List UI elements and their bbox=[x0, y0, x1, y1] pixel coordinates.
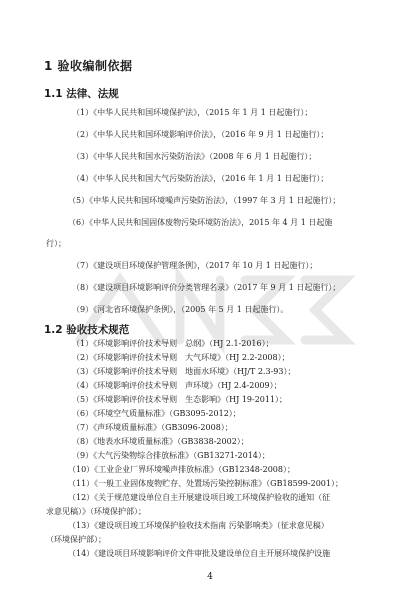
spec-item-12-continuation: 求意见稿）》（环境保护部）； bbox=[46, 507, 146, 516]
page-number: 4 bbox=[207, 572, 213, 582]
subsection-heading-1-1: 1.1 法律、法规 bbox=[44, 88, 119, 100]
law-item-6: （6）《中华人民共和国固体废物污染环境防治法》，2015 年 4 月 1 日起施 bbox=[68, 218, 333, 227]
law-item-2: （2）《中华人民共和国环境影响评价法》，（2016 年 9 月 1 日起施行）； bbox=[72, 130, 329, 139]
law-item-8: （8）《建设项目环境影响评价分类管理名录》（2017 年 9 月 1 日起施行）； bbox=[72, 283, 341, 292]
law-item-7: （7）《建设项目环境保护管理条例》，（2017 年 10 月 1 日起施行）； bbox=[72, 261, 318, 270]
spec-item-3: （3）《环境影响评价技术导则 地面水环境》（HJ/T 2.3-93）； bbox=[72, 367, 296, 376]
spec-item-12: （12）《关于规范建设单位自主开展建设项目竣工环境保护验收的通知（征 bbox=[68, 493, 331, 502]
spec-item-5: （5）《环境影响评价技术导则 生态影响》（HJ 19-2011）； bbox=[72, 395, 288, 404]
spec-item-14: （14）《建设项目环境影响评价文件审批及建设单位自主开展环境保护设施 bbox=[68, 549, 331, 558]
spec-item-13-continuation: （环境保护部）； bbox=[46, 535, 106, 544]
law-item-3: （3）《中华人民共和国水污染防治法》（2008 年 6 月 1 日起施行）； bbox=[72, 152, 317, 161]
spec-item-11: （11）《一般工业固体废物贮存、处置场污染控制标准》（GB18599-2001）； bbox=[68, 479, 343, 488]
spec-item-9: （9）《大气污染物综合排放标准》（GB13271-2014）； bbox=[72, 451, 270, 460]
spec-item-2: （2）《环境影响评价技术导则 大气环境》（HJ 2.2-2008）； bbox=[72, 353, 290, 362]
spec-item-1: （1）《环境影响评价技术导则 总纲》（HJ 2.1-2016）； bbox=[72, 339, 274, 348]
law-item-1: （1）《中华人民共和国环境保护法》，（2015 年 1 月 1 日起施行）； bbox=[72, 108, 313, 117]
law-item-6-continuation: 行）； bbox=[46, 239, 66, 248]
spec-item-4: （4）《环境影响评价技术导则 声环境》（HJ 2.4-2009）； bbox=[72, 381, 282, 390]
law-item-4: （4）《中华人民共和国大气污染防治法》，（2016 年 1 月 1 日起施行）； bbox=[72, 174, 329, 183]
law-item-5: （5）《中华人民共和国环境噪声污染防治法》，（1997 年 3 月 1 日起施行）； bbox=[68, 196, 341, 205]
spec-item-7: （7）《声环境质量标准》（GB3096-2008）； bbox=[72, 423, 233, 432]
spec-item-8: （8）《地表水环境质量标准》（GB3838-2002）； bbox=[72, 437, 249, 446]
spec-item-13: （13）《建设项目竣工环境保护验收技术指南 污染影响类》（征求意见稿） bbox=[68, 521, 329, 530]
subsection-heading-1-2: 1.2 验收技术规范 bbox=[44, 324, 130, 336]
section-heading-1: 1 验收编制依据 bbox=[44, 59, 133, 73]
spec-item-6: （6）《环境空气质量标准》（GB3095-2012）； bbox=[72, 409, 241, 418]
law-item-9: （9）《河北省环境保护条例》，（2005 年 5 月 1 日起施行）。 bbox=[72, 305, 289, 314]
spec-item-10: （10）《工业企业厂界环境噪声排放标准》（GB12348-2008）； bbox=[68, 465, 295, 474]
